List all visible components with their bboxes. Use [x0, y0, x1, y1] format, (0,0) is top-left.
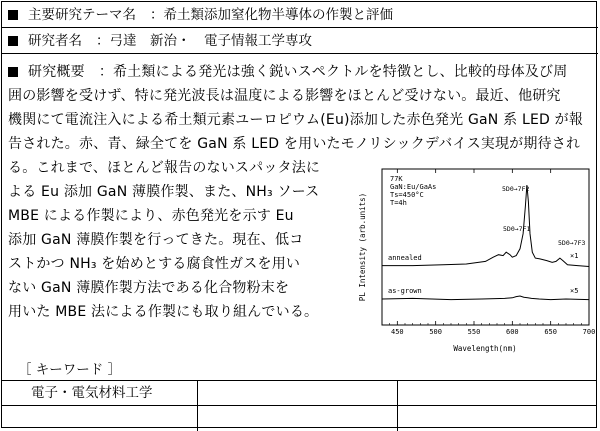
summary-line: ストかつ NH₃ を始めとする腐食性ガスを用い — [8, 256, 301, 272]
annotation-text: T=4h — [390, 199, 407, 207]
annotation-text: GaN:Eu/GaAs — [390, 183, 437, 191]
x-tick-label: 650 — [544, 328, 557, 336]
page-frame — [1, 1, 597, 428]
keyword-table — [1, 380, 597, 430]
summary-line: 囲の影響を受けず、特に発光波長は温度による影響をほとんど受けない。最近、他研究 — [8, 88, 561, 104]
summary-line: 用いた MBE 法による作製にも取り組んでいる。 — [8, 304, 319, 320]
keyword-cell — [397, 406, 597, 430]
annotation-text: 77K — [390, 175, 403, 183]
keyword-heading: ［ キーワード ］ — [18, 362, 122, 378]
annotation-text: Ts=450°C — [390, 191, 424, 199]
keyword-cell — [201, 406, 301, 430]
peak-label: 5D0→7F1 — [503, 225, 531, 233]
x-tick-label: 500 — [429, 328, 442, 336]
black-square-bullet — [8, 36, 18, 46]
table-divider — [397, 381, 398, 431]
table-divider — [197, 381, 198, 431]
keyword-cell: 電子・電気材料工学 — [31, 385, 153, 401]
summary-text: ：希土類による発光は強く鋭いスペクトルを特徴とし、比較的母体及び周 — [98, 64, 568, 80]
series-label-annealed: annealed — [388, 254, 422, 262]
x-axis-label: Wavelength(nm) — [453, 344, 517, 353]
researcher-value: ：弓達 新治・ 電子情報工学専攻 — [96, 33, 312, 49]
x-tick-label: 600 — [506, 328, 519, 336]
summary-line: MBE による作製により、赤色発光を示す Eu — [8, 208, 294, 224]
series-line-as-grown — [382, 296, 589, 300]
peak-label: 5D0→7F2 — [502, 185, 530, 193]
summary-label: 研究概要 — [28, 64, 85, 80]
keyword-cell — [301, 381, 397, 405]
pl-spectrum-chart — [354, 161, 594, 356]
x-tick-label: 450 — [391, 328, 404, 336]
keyword-cell — [397, 381, 597, 405]
summary-line: よる Eu 添加 GaN 薄膜作製、また、NH₃ ソース — [8, 184, 320, 200]
peak-label: 5D0→7F3 — [558, 239, 586, 247]
summary-line: 機関にて電流注入による希土類元素ユーロピウム(Eu)添加した赤色発光 GaN 系 LED が報 — [8, 112, 584, 128]
y-axis-label: PL Intensity (arb.units) — [358, 192, 367, 302]
keyword-cell — [201, 381, 301, 405]
x-tick-label: 700 — [582, 328, 596, 336]
multiplier-label: ×5 — [570, 287, 579, 295]
series-label-as-grown: as-grown — [388, 287, 422, 295]
summary-line: る。これまで、ほとんど報告のないスパッタ法に — [8, 160, 321, 176]
table-divider — [1, 405, 597, 406]
x-tick-label: 550 — [467, 328, 481, 336]
summary-line: ない GaN 薄膜作製方法である化合物粉末を — [8, 280, 290, 296]
summary-line: 添加 GaN 薄膜作製を行ってきた。現在、低コ — [8, 232, 304, 248]
summary-line: 告された。赤、青、緑全てを GaN 系 LED を用いたモノリシックデバイス実現が期待され — [8, 136, 581, 152]
summary-line — [8, 60, 596, 84]
black-square-bullet — [8, 10, 18, 20]
keyword-cell — [301, 406, 397, 430]
researcher-row — [2, 28, 598, 54]
title-label: 主要研究テーマ名 — [28, 7, 136, 23]
title-row — [2, 2, 598, 28]
black-square-bullet — [8, 67, 18, 77]
keyword-cell — [1, 406, 201, 430]
title-value: ：希土類添加窒化物半導体の作製と評価 — [150, 7, 393, 23]
multiplier-label: ×1 — [570, 252, 579, 260]
researcher-label: 研究者名 — [28, 33, 82, 49]
